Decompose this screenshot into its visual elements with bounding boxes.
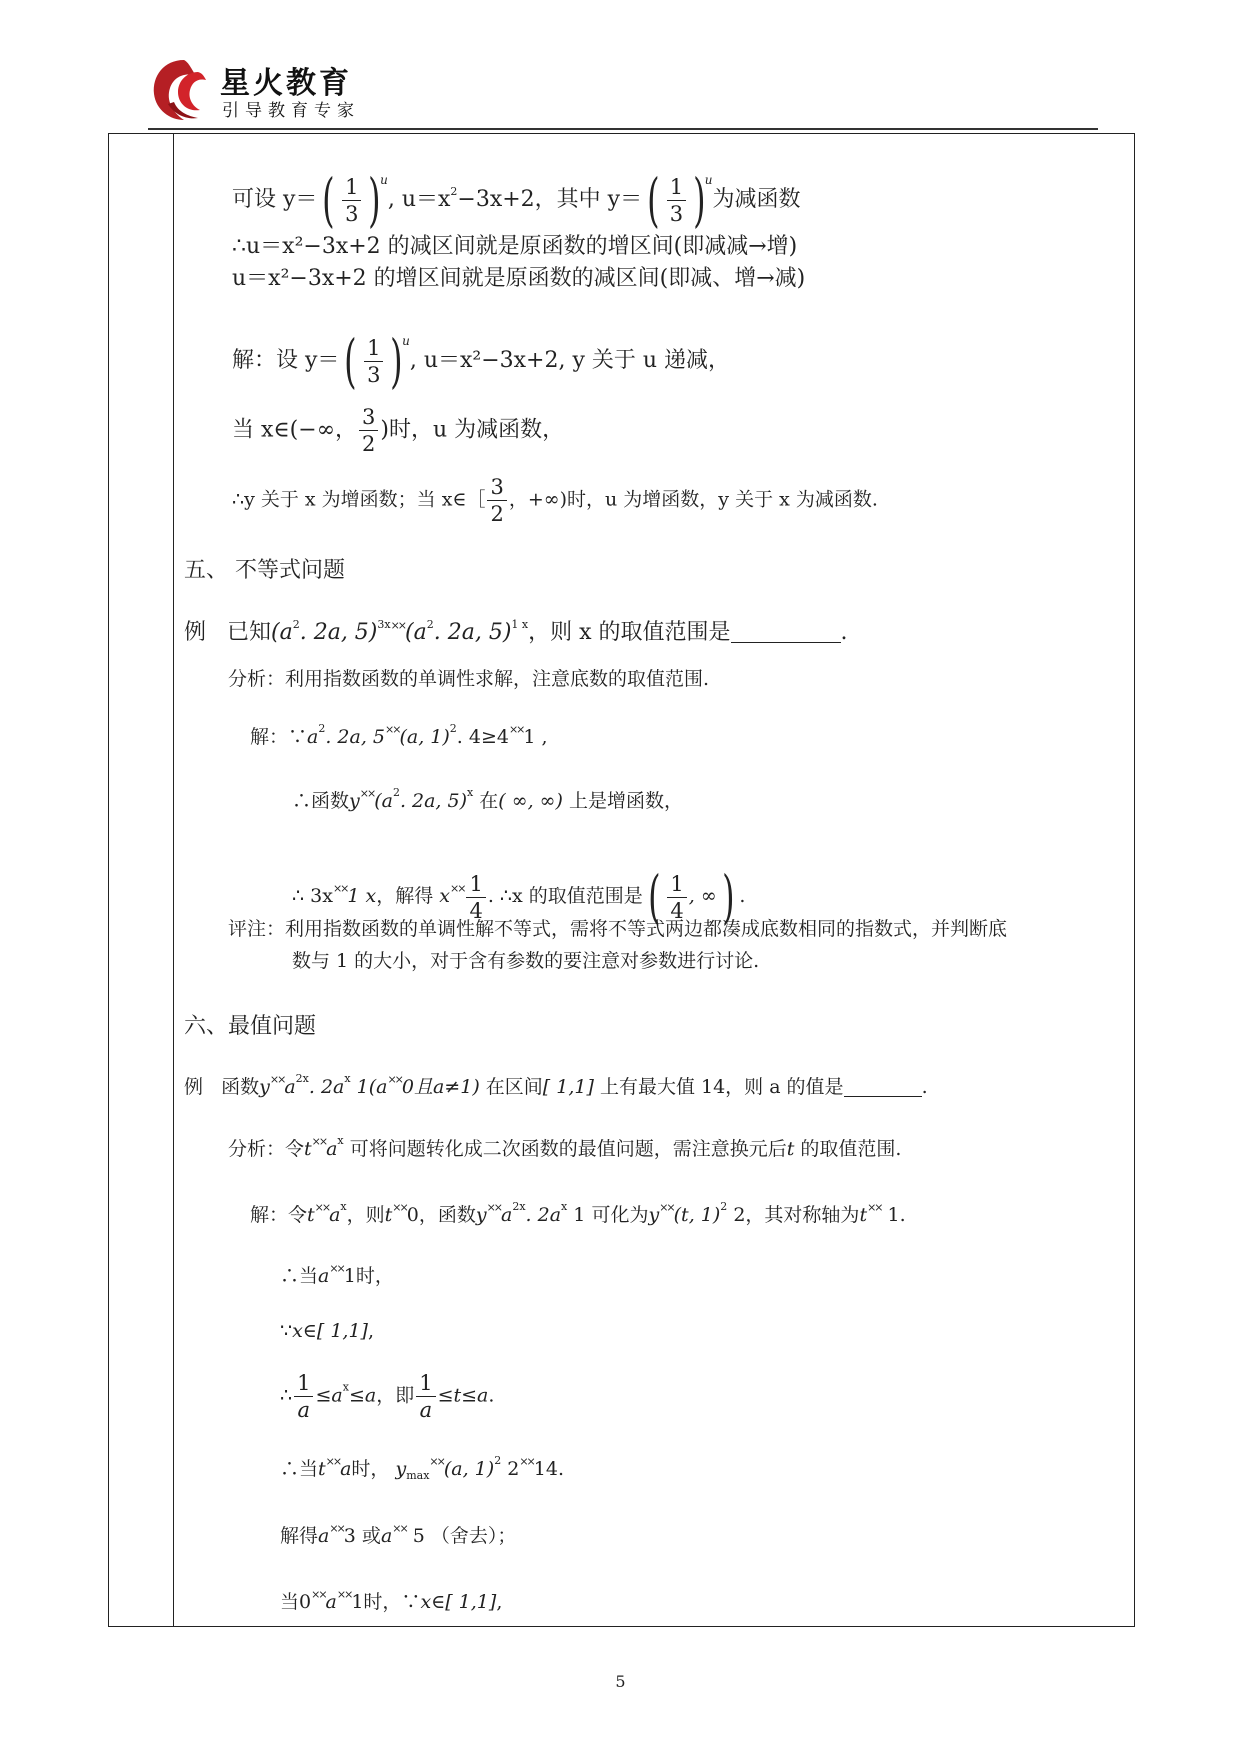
line-case-right: ∴y 关于 x 为增函数；当 x∈［ $\frac{3}{2}$ ，+∞)时，u 为增函数，y 关于 x 为减函数. xyxy=(232,475,878,526)
example-extremum: 例 函数$y^{\times\times}a^{2x}$. $2a^x$ 1(a××0且a≠1) 在区间[ 1,1] 上有最大值 14，则 a 的值是 . xyxy=(184,1072,928,1098)
solution-inequality-step2: ∴函数$y^{\times\times}(a^2$. 2a, 5)$^x$ 在( ∞, ∞) 上是增函数， xyxy=(292,786,683,812)
analysis-inequality: 分析：利用指数函数的单调性求解，注意底数的取值范围. xyxy=(228,668,710,690)
remark-line1: 评注：利用指数函数的单调性解不等式，需将不等式两边都凑成底数相同的指数式，并判断底 xyxy=(228,918,1008,940)
line-increase-interval: u＝x²−3x+2 的增区间就是原函数的减区间(即减、增→减) xyxy=(232,266,806,291)
line-case-left: 当 x∈(−∞， $\frac{3}{2}$ )时，u 为减函数， xyxy=(232,405,565,456)
solution-extremum-step3: ∵x∈[ 1,1], xyxy=(280,1320,375,1342)
company-logo xyxy=(148,54,388,126)
line-solution-setup: 解：设 y＝( $\frac{1}{3}$ )u, u＝x²−3x+2, y 关于 u 递减， xyxy=(232,327,731,395)
brand-slogan: 引导教育专家 xyxy=(222,101,360,121)
page-number: 5 xyxy=(615,1672,626,1691)
solution-extremum-step6: 解得a××3 或a×× 5 （舍去）； xyxy=(280,1522,517,1547)
analysis-extremum: 分析：令$t^{\times\times}a^x$ 可将问题转化成二次函数的最值问题，需注意换元后t 的取值范围. xyxy=(228,1134,902,1160)
answer-blank xyxy=(731,620,841,643)
solution-inequality-step1: 解：$\because a^2$. 2a, 5××(a, 1)$^2$. 4≥4××1 , xyxy=(250,722,548,748)
line-substitution: 可设 y＝( $\frac{1}{3}$ )u, $u=x^2-3x+2$，其中 y＝( $\frac{1}{3}$ )u为减函数 xyxy=(232,166,801,234)
solution-extremum-step2: ∴当a××1时， xyxy=(280,1262,394,1287)
example-inequality: 例 已知($a^2$. 2a, $5)^{3x\times\times}(a^2$. 2a, 5)$^{1 x}$，则 x 的取值范围是 . xyxy=(184,618,848,645)
section-heading-inequality: 五、 不等式问题 xyxy=(184,558,345,583)
section-heading-extremum: 六、最值问题 xyxy=(184,1014,317,1039)
solution-extremum-step7: 当0××a××1时，∵x∈[ 1,1], xyxy=(280,1588,503,1613)
solution-extremum-step4: ∴ $\frac{1}{a}$ $\le a^x\le a$，即 $\frac{1}{a}$ ≤t≤a. xyxy=(280,1371,495,1422)
flame-swirl-icon xyxy=(148,54,220,126)
solution-inequality-step3: ∴ 3x××1 x，解得 x×× $\frac{1}{4}$ . ∴x 的取值范围是( $\frac{1}{4}$ , ∞) . xyxy=(292,863,746,931)
left-column-divider xyxy=(173,134,174,1626)
solution-extremum-step1: 解：令$t^{\times\times}a^x$，则t××0，函数$y^{\times\times}a^{2x}$. $2a^x$ 1 可化为y××(t, 1)$^2$ 2，其对称轴为t×× 1. xyxy=(250,1200,906,1226)
header-rule xyxy=(148,128,1098,130)
solution-extremum-step5: ∴当t××a时， $y_{max}^{\times\times}(a$, 1)$^2$ 2××14. xyxy=(280,1454,564,1482)
remark-line2: 数与 1 的大小，对于含有参数的要注意对参数进行讨论. xyxy=(292,950,760,972)
line-decrease-interval: ∴u＝x²−3x+2 的减区间就是原函数的增区间(即减减→增) xyxy=(232,234,798,259)
answer-blank xyxy=(844,1074,922,1097)
fraction: $\frac{1}{3}$ xyxy=(342,174,361,227)
brand-name: 星火教育 xyxy=(220,66,352,101)
text: 可设 y＝ xyxy=(232,187,318,212)
